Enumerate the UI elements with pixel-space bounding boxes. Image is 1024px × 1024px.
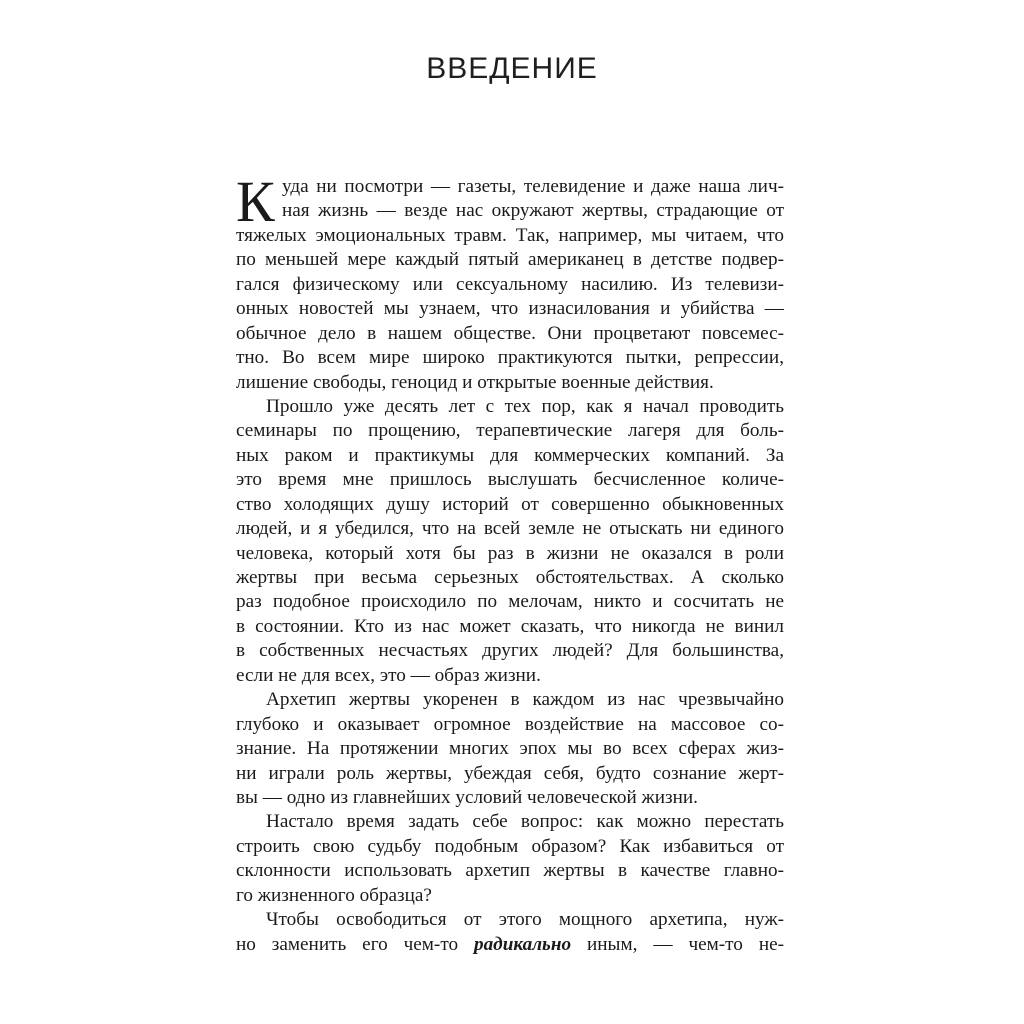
text-line: лишение свободы, геноцид и открытые военные действия. [236,371,714,393]
text-line: знание. На протяжении многих эпох мы во всех сферах жиз- [236,738,784,760]
text-line: в собственных несчастьях других людей? Для большинства, [236,640,784,662]
text-line: это время мне пришлось выслушать бесчисленное количе- [236,469,784,491]
text-line: склонности использовать архетип жертвы в качестве главно- [236,860,784,882]
drop-cap: К [236,169,275,234]
text-line: человека, который хотя бы раз в жизни не оказался в роли [236,542,784,564]
text-line: людей, и я убедился, что на всей земле не отыскать ни единого [236,518,784,540]
paragraph-4 [236,810,784,908]
text-segment: но заменить его чем-то [236,933,474,955]
text-line: если не для всех, это — образ жизни. [236,664,541,686]
emphasized-word: радикально [473,933,572,955]
text-line: обычное дело в нашем обществе. Они процветают повсемес- [236,322,784,344]
text-line: уда ни посмотри — газеты, телевидение и даже наша лич- [282,176,784,197]
text-line: глубоко и оказывает огромное воздействие на массовое со- [236,713,784,735]
text-line: ство холодящих душу историй от совершенно обыкновенных [236,493,784,515]
paragraph-2 [236,395,784,688]
paragraph-3 [236,688,784,810]
text-line: ных раком и практикумы для коммерческих компаний. За [236,444,784,466]
page-title: ВВЕДЕНИЕ [426,52,598,85]
text-line: Архетип жертвы укоренен в каждом из нас чрезвычайно [266,689,784,711]
text-line: строить свою судьбу подобным образом? Как избавиться от [236,835,784,857]
text-line: го жизненного образца? [236,884,432,906]
text-line: в состоянии. Кто из нас может сказать, что никогда не винил [236,615,784,637]
paragraph-1 [236,169,784,395]
text-line: раз подобное происходило по мелочам, никто и сосчитать не [236,591,784,613]
text-line: жертвы при весьма серьезных обстоятельствах. А сколько [236,567,784,588]
body-text [236,169,784,957]
text-line: ная жизнь — везде нас окружают жертвы, страдающие от [282,200,784,222]
text-line: вы — одно из главнейших условий человеческой жизни. [236,786,698,808]
text-line: тяжелых эмоциональных травм. Так, например, мы читаем, что [236,224,784,246]
paragraph-5 [236,908,784,957]
text-line: Чтобы освободиться от этого мощного архетипа, нуж- [266,909,784,931]
text-line: онных новостей мы узнаем, что изнасилования и убийства — [236,298,784,320]
text-line [236,933,784,957]
text-line: тно. Во всем мире широко практикуются пытки, репрессии, [236,347,784,369]
text-line: семинары по прощению, терапевтические лагеря для боль- [236,420,784,442]
text-line: по меньшей мере каждый пятый американец в детстве подвер- [236,249,784,271]
text-line: Прошло уже десять лет с тех пор, как я начал проводить [266,395,784,417]
text-segment: иным, — чем-то не- [571,933,784,955]
text-line: ни играли роль жертвы, убеждая себя, будто сознание жерт- [236,762,784,784]
text-line: Настало время задать себе вопрос: как можно перестать [266,811,784,833]
text-line: гался физическому или сексуальному насилию. Из телевизи- [236,273,784,295]
